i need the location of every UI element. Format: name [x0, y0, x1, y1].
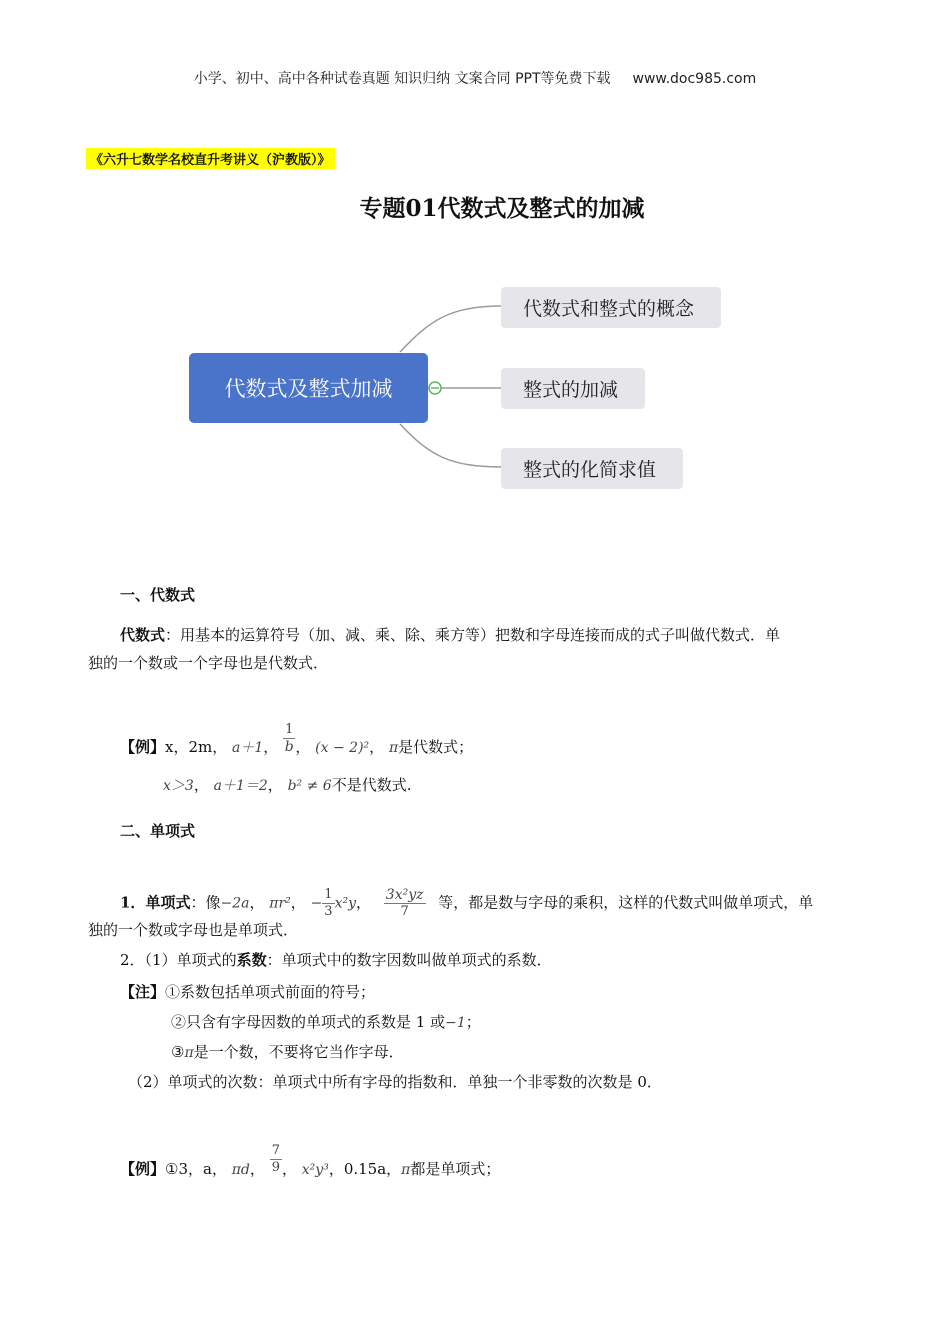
s2-ex-m1: πd — [231, 1162, 250, 1178]
frac-num: 3x²yz — [385, 887, 424, 903]
s1-term: 代数式 — [120, 626, 166, 644]
s2-like: ：像 — [190, 893, 221, 912]
s2-example — [120, 1142, 501, 1184]
s1-ex1-tail: 是代数式； — [398, 738, 474, 756]
s2-note-1 — [120, 978, 375, 1006]
section-1-heading: 一、代数式 — [120, 586, 196, 604]
s2-ex-tail: 都是单项式； — [410, 1160, 501, 1178]
connector-bottom — [400, 424, 503, 467]
s1-ex1-m3: π — [388, 740, 399, 756]
s1-ex-label: 【例】 — [120, 738, 166, 756]
s2-note1-text: ①系数包括单项式前面的符号； — [165, 983, 376, 1001]
sep: ， — [263, 738, 279, 756]
s2-note-3 — [171, 1038, 404, 1067]
frac-num: 1 — [285, 721, 294, 737]
s2-term-monomial: 单项式 — [145, 893, 191, 912]
s2-frac-3x2yz-7 — [384, 887, 426, 920]
s2-coef-def — [120, 946, 552, 974]
s2-note-2 — [171, 1008, 481, 1037]
s2-m-neg2a: −2a — [220, 895, 250, 912]
s2-ex-label: 【例】 — [120, 1160, 166, 1178]
s1-definition — [88, 621, 868, 677]
frac-den: 9 — [271, 1159, 280, 1175]
s2-m-x2y: x²y — [334, 895, 356, 912]
s2-ex-a: ①3，a， — [165, 1160, 227, 1178]
s2-coef-tail: ：单项式中的数字因数叫做单项式的系数． — [266, 951, 552, 969]
s2-note2-b: ； — [465, 1013, 481, 1031]
s1-ex1-m1: a＋1 — [232, 740, 264, 756]
frac-num: 7 — [271, 1142, 280, 1158]
sep: ， — [267, 776, 283, 794]
s1-ex2-tail: 不是代数式. — [331, 776, 412, 794]
s2-degree-def: （2）单项式的次数：单项式中所有字母的指数和．单独一个非零数的次数是 0． — [128, 1073, 662, 1091]
s2-m-neg: − — [310, 895, 323, 912]
sep: ， — [295, 738, 311, 756]
s1-def-line1: ：用基本的运算符号（加、减、乘、除、乘方等）把数和字母连接而成的式子叫做代数式．单 — [165, 626, 781, 644]
sep: ， — [281, 1160, 297, 1178]
sep: ， — [369, 738, 385, 756]
frac-den: 7 — [400, 904, 409, 919]
s2-note3-a: ③ — [171, 1043, 185, 1061]
s1-ex2-m2: a＋1＝2 — [213, 778, 268, 794]
sep: ， — [249, 893, 265, 912]
mindmap-node-simplify: 整式的化简求值 — [501, 448, 683, 489]
s1-example-2 — [163, 771, 411, 800]
s1-example-1 — [120, 721, 474, 762]
mindmap-center: 代数式及整式加减 — [189, 353, 428, 423]
s2-note2-m: −1 — [445, 1015, 466, 1031]
s2-num-2: 2．（1）单项式的 — [120, 951, 237, 969]
sep: ， — [290, 893, 306, 912]
frac-den: b — [284, 738, 294, 755]
s2-line1-tail: 等，都是数与字母的乘积，这样的代数式叫做单项式，单 — [438, 893, 814, 912]
section-2-heading: 二、单项式 — [120, 822, 196, 840]
s2-note-label: 【注】 — [120, 983, 166, 1001]
sep: ， — [193, 776, 209, 794]
sep: ， — [249, 1160, 265, 1178]
s1-ex1-m2: (x − 2)² — [315, 740, 370, 756]
mindmap-node-addsub: 整式的加减 — [501, 368, 645, 409]
s2-ex-mid: ，0.15a， — [328, 1160, 402, 1178]
s2-frac-1-3 — [322, 887, 334, 920]
s2-num-1: 1． — [120, 893, 146, 912]
mindmap-connectors — [0, 0, 950, 520]
s2-monomial-def-line2: 独的一个数或字母也是单项式． — [88, 921, 299, 939]
series-label: 《六升七数学名校直升考讲义（沪教版）》 — [86, 148, 335, 169]
s1-ex1-a: x，2m， — [165, 738, 228, 756]
s2-note3-b: 是一个数，不要将它当作字母． — [193, 1043, 404, 1061]
s2-frac-7-9 — [270, 1143, 282, 1176]
s2-m-pir2: πr² — [269, 895, 291, 912]
header-site[interactable]: www.doc985.com — [632, 71, 757, 87]
s2-note2-a: ②只含有字母因数的单项式的系数是 1 或 — [171, 1013, 446, 1031]
mindmap-node-concept: 代数式和整式的概念 — [501, 287, 721, 328]
connector-top — [400, 306, 503, 352]
page-title: 专题01代数式及整式的加减 — [359, 195, 645, 222]
s1-def-line2: 独的一个数或一个字母也是代数式． — [88, 654, 329, 672]
s2-ex-m3: π — [401, 1162, 411, 1178]
s1-ex2-m3: b² ≠ 6 — [287, 778, 332, 794]
frac-den: 3 — [324, 904, 333, 919]
s2-note3-m: π — [184, 1045, 194, 1061]
s1-ex2-m1: x＞3 — [163, 778, 194, 794]
header-text: 小学、初中、高中各种试卷真题 知识归纳 文案合同 PPT等免费下载 — [193, 71, 611, 87]
s2-term-coef: 系数 — [236, 951, 267, 969]
s1-frac-1b — [283, 722, 295, 755]
s2-ex-m2: x²y³ — [301, 1162, 329, 1178]
frac-num: 1 — [324, 887, 333, 902]
sep: ， — [356, 893, 372, 912]
